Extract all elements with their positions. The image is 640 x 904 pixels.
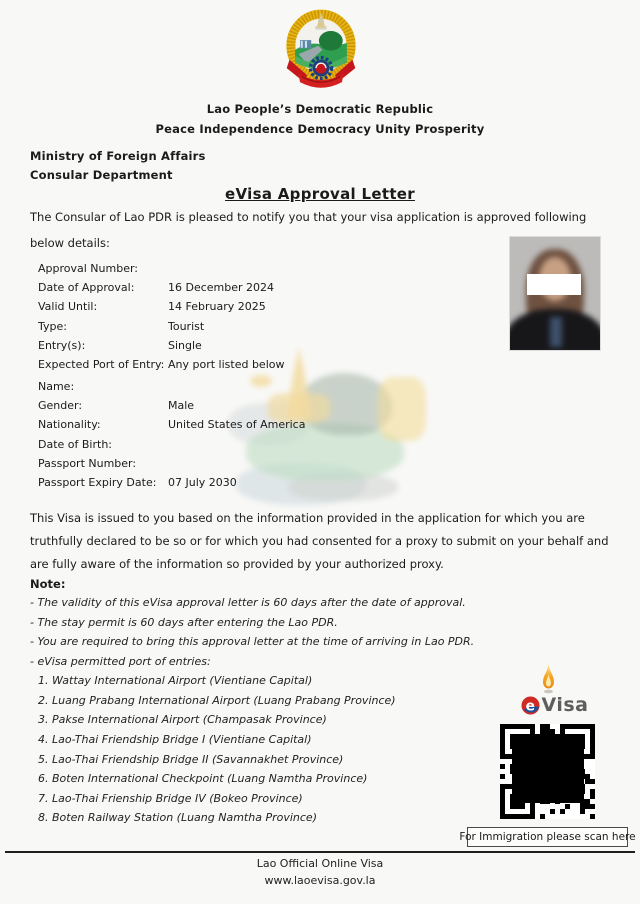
visa-details-list: [38, 259, 284, 374]
national-motto: Peace Independence Democracy Unity Prosperity: [155, 122, 485, 136]
note-item: - eVisa permitted port of entries:: [30, 655, 211, 669]
ministry-name: Ministry of Foreign Affairs: [30, 149, 206, 163]
intro-paragraph: The Consular of Lao PDR is pleased to notify you that your visa application is approved following below details:: [30, 210, 587, 250]
port-item: 5. Lao-Thai Friendship Bridge II (Savannakhet Province): [38, 752, 344, 766]
department-name: Consular Department: [30, 168, 173, 182]
port-item: 7. Lao-Thai Frienship Bridge IV (Bokeo Province): [38, 791, 303, 805]
field-name: Name:: [38, 380, 75, 394]
qr-code: [500, 724, 595, 819]
scan-instruction-label: For Immigration please scan here: [459, 831, 636, 843]
flame-icon: [541, 664, 556, 698]
field-date-of-approval: Date of Approval: 16 December 2024: [38, 281, 275, 295]
port-item: 6. Boten International Checkpoint (Luang Namtha Province): [38, 772, 368, 786]
field-nationality: Nationality: United States of America: [38, 418, 306, 432]
field-port-of-entry: Expected Port of Entry: Any port listed below: [38, 358, 285, 372]
field-entries: Entry(s): Single: [38, 338, 202, 352]
note-item: - The validity of this eVisa approval letter is 60 days after the date of approval.: [30, 596, 466, 610]
field-approval-number: Approval Number:: [38, 262, 139, 276]
field-valid-until: Valid Until: 14 February 2025: [38, 300, 266, 314]
port-item: 2. Luang Prabang International Airport (Luang Prabang Province): [38, 693, 396, 707]
footer-rule: [5, 851, 635, 853]
field-type: Type: Tourist: [38, 319, 205, 333]
footer-site-url: www.laoevisa.gov.la: [264, 874, 376, 887]
evisa-e-globe-icon: [521, 696, 540, 715]
ports-list: [38, 671, 396, 828]
applicant-photo: [510, 237, 600, 350]
port-item: 4. Lao-Thai Friendship Bridge I (Vientiane Capital): [38, 733, 312, 747]
field-passport-number: Passport Number:: [38, 456, 137, 470]
lao-national-emblem: [286, 8, 356, 100]
notes-list: [30, 593, 474, 671]
scan-instruction-box: [459, 827, 636, 847]
note-item: - The stay permit is 60 days after entering the Lao PDR.: [30, 615, 338, 629]
footer-site-name: Lao Official Online Visa: [256, 857, 384, 870]
declaration-paragraph: This Visa is issued to you based on the information provided in the application for which you are truthfully declared to be so or for which you had consented for a proxy to submit on your behalf and are fully aware of the information so provided by your authorized proxy.: [30, 511, 609, 571]
port-item: 1. Wattay International Airport (Vientiane Capital): [38, 674, 313, 688]
field-date-of-birth: Date of Birth:: [38, 437, 113, 451]
document-title: eVisa Approval Letter: [225, 185, 415, 203]
photo-redaction-bar: [527, 274, 581, 295]
country-name: Lao People’s Democratic Republic: [206, 102, 434, 116]
field-gender: Gender: Male: [38, 399, 195, 413]
field-passport-expiry: Passport Expiry Date: 07 July 2030: [38, 476, 237, 490]
evisa-logo: [512, 694, 598, 719]
note-heading: Note:: [30, 577, 66, 591]
note-item: - You are required to bring this approval letter at the time of arriving in Lao PDR.: [30, 635, 475, 649]
evisa-logo-text: Visa: [541, 694, 589, 716]
svg-text:e: e: [526, 697, 536, 714]
port-item: 3. Pakse International Airport (Champasak Province): [38, 713, 327, 727]
port-item: 8. Boten Railway Station (Luang Namtha Province): [38, 811, 317, 825]
personal-details-list: [38, 377, 305, 492]
